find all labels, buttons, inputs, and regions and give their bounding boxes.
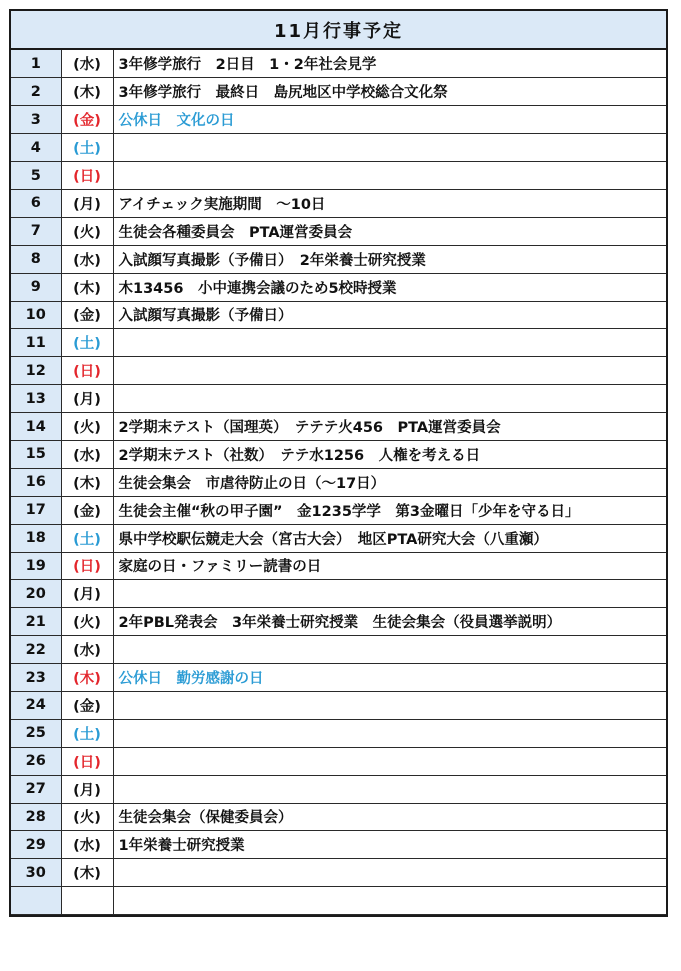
weekday-cell: (月) [61,189,113,217]
event-cell [113,385,666,413]
table-row [11,608,666,636]
table-row [11,496,666,524]
event-cell: 2学期末テスト（国理英） テテテ火456 PTA運営委員会 [113,413,666,441]
table-row [11,50,666,78]
weekday-cell: (土) [61,329,113,357]
weekday-cell: (水) [61,636,113,664]
table-row [11,217,666,245]
day-number-cell: 17 [11,496,61,524]
event-cell: 公休日 勤労感謝の日 [113,664,666,692]
table-row [11,189,666,217]
day-number-cell: 18 [11,524,61,552]
day-number-cell: 2 [11,78,61,106]
weekday-cell: (日) [61,162,113,190]
event-cell [113,162,666,190]
weekday-cell: (水) [61,50,113,78]
weekday-cell: (火) [61,608,113,636]
weekday-cell: (月) [61,580,113,608]
day-number-cell: 19 [11,552,61,580]
day-number-cell: 12 [11,357,61,385]
event-cell: 入試顔写真撮影（予備日） [113,301,666,329]
weekday-cell: (木) [61,859,113,887]
event-cell [113,887,666,915]
table-row [11,691,666,719]
weekday-cell: (火) [61,803,113,831]
event-cell: 家庭の日・ファミリー読書の日 [113,552,666,580]
weekday-cell: (月) [61,385,113,413]
event-cell: 1年栄養士研究授業 [113,831,666,859]
event-cell [113,580,666,608]
event-cell: 生徒会主催“秋の甲子園” 金1235学学 第3金曜日「少年を守る日」 [113,496,666,524]
table-row [11,134,666,162]
day-number-cell: 29 [11,831,61,859]
table-row [11,859,666,887]
table-row [11,636,666,664]
day-number-cell: 30 [11,859,61,887]
schedule-sheet [9,9,668,917]
table-row [11,552,666,580]
event-cell: 県中学校駅伝競走大会（宮古大会） 地区PTA研究大会（八重瀬） [113,524,666,552]
table-row [11,468,666,496]
day-number-cell: 16 [11,468,61,496]
weekday-cell: (月) [61,775,113,803]
table-row [11,301,666,329]
day-number-cell: 7 [11,217,61,245]
table-row [11,440,666,468]
table-row [11,273,666,301]
event-cell: 2年PBL発表会 3年栄養士研究授業 生徒会集会（役員選挙説明） [113,608,666,636]
page-title: 11月行事予定 [11,11,666,50]
day-number-cell: 10 [11,301,61,329]
table-row [11,887,666,915]
event-cell: 生徒会集会（保健委員会） [113,803,666,831]
event-cell: 入試顔写真撮影（予備日） 2年栄養士研究授業 [113,245,666,273]
day-number-cell: 11 [11,329,61,357]
weekday-cell: (水) [61,245,113,273]
day-number-cell: 6 [11,189,61,217]
day-number-cell: 4 [11,134,61,162]
weekday-cell: (木) [61,664,113,692]
day-number-cell: 5 [11,162,61,190]
weekday-cell: (土) [61,719,113,747]
event-cell [113,329,666,357]
table-row [11,106,666,134]
day-number-cell: 1 [11,50,61,78]
event-cell [113,357,666,385]
event-cell [113,691,666,719]
table-row [11,162,666,190]
day-number-cell [11,887,61,915]
weekday-cell: (木) [61,78,113,106]
weekday-cell: (金) [61,496,113,524]
table-row [11,580,666,608]
day-number-cell: 27 [11,775,61,803]
event-cell: 木13456 小中連携会議のため5校時授業 [113,273,666,301]
weekday-cell: (木) [61,273,113,301]
weekday-cell: (水) [61,440,113,468]
event-cell: 公休日 文化の日 [113,106,666,134]
day-number-cell: 22 [11,636,61,664]
event-cell: 生徒会集会 市虐待防止の日（～17日） [113,468,666,496]
day-number-cell: 21 [11,608,61,636]
day-number-cell: 9 [11,273,61,301]
day-number-cell: 20 [11,580,61,608]
weekday-cell: (土) [61,134,113,162]
weekday-cell: (金) [61,301,113,329]
event-cell: アイチェック実施期間 ～10日 [113,189,666,217]
event-cell: 2学期末テスト（社数） テテ水1256 人権を考える日 [113,440,666,468]
table-row [11,385,666,413]
event-cell: 3年修学旅行 最終日 島尻地区中学校総合文化祭 [113,78,666,106]
weekday-cell: (土) [61,524,113,552]
day-number-cell: 25 [11,719,61,747]
weekday-cell: (金) [61,106,113,134]
event-cell: 生徒会各種委員会 PTA運営委員会 [113,217,666,245]
day-number-cell: 24 [11,691,61,719]
event-cell [113,859,666,887]
weekday-cell: (火) [61,217,113,245]
weekday-cell: (金) [61,691,113,719]
day-number-cell: 15 [11,440,61,468]
table-row [11,664,666,692]
day-number-cell: 3 [11,106,61,134]
event-cell [113,134,666,162]
table-row [11,803,666,831]
table-row [11,524,666,552]
weekday-cell: (日) [61,747,113,775]
table-row [11,775,666,803]
table-row [11,329,666,357]
day-number-cell: 26 [11,747,61,775]
table-row [11,245,666,273]
schedule-table [11,50,666,915]
day-number-cell: 23 [11,664,61,692]
day-number-cell: 13 [11,385,61,413]
event-cell [113,747,666,775]
table-row [11,719,666,747]
table-row [11,831,666,859]
table-row [11,78,666,106]
table-row [11,413,666,441]
day-number-cell: 28 [11,803,61,831]
weekday-cell: (水) [61,831,113,859]
table-row [11,357,666,385]
weekday-cell: (日) [61,552,113,580]
event-cell [113,775,666,803]
weekday-cell: (日) [61,357,113,385]
weekday-cell: (木) [61,468,113,496]
event-cell [113,636,666,664]
weekday-cell: (火) [61,413,113,441]
day-number-cell: 14 [11,413,61,441]
event-cell [113,719,666,747]
table-row [11,747,666,775]
weekday-cell [61,887,113,915]
event-cell: 3年修学旅行 2日目 1・2年社会見学 [113,50,666,78]
day-number-cell: 8 [11,245,61,273]
